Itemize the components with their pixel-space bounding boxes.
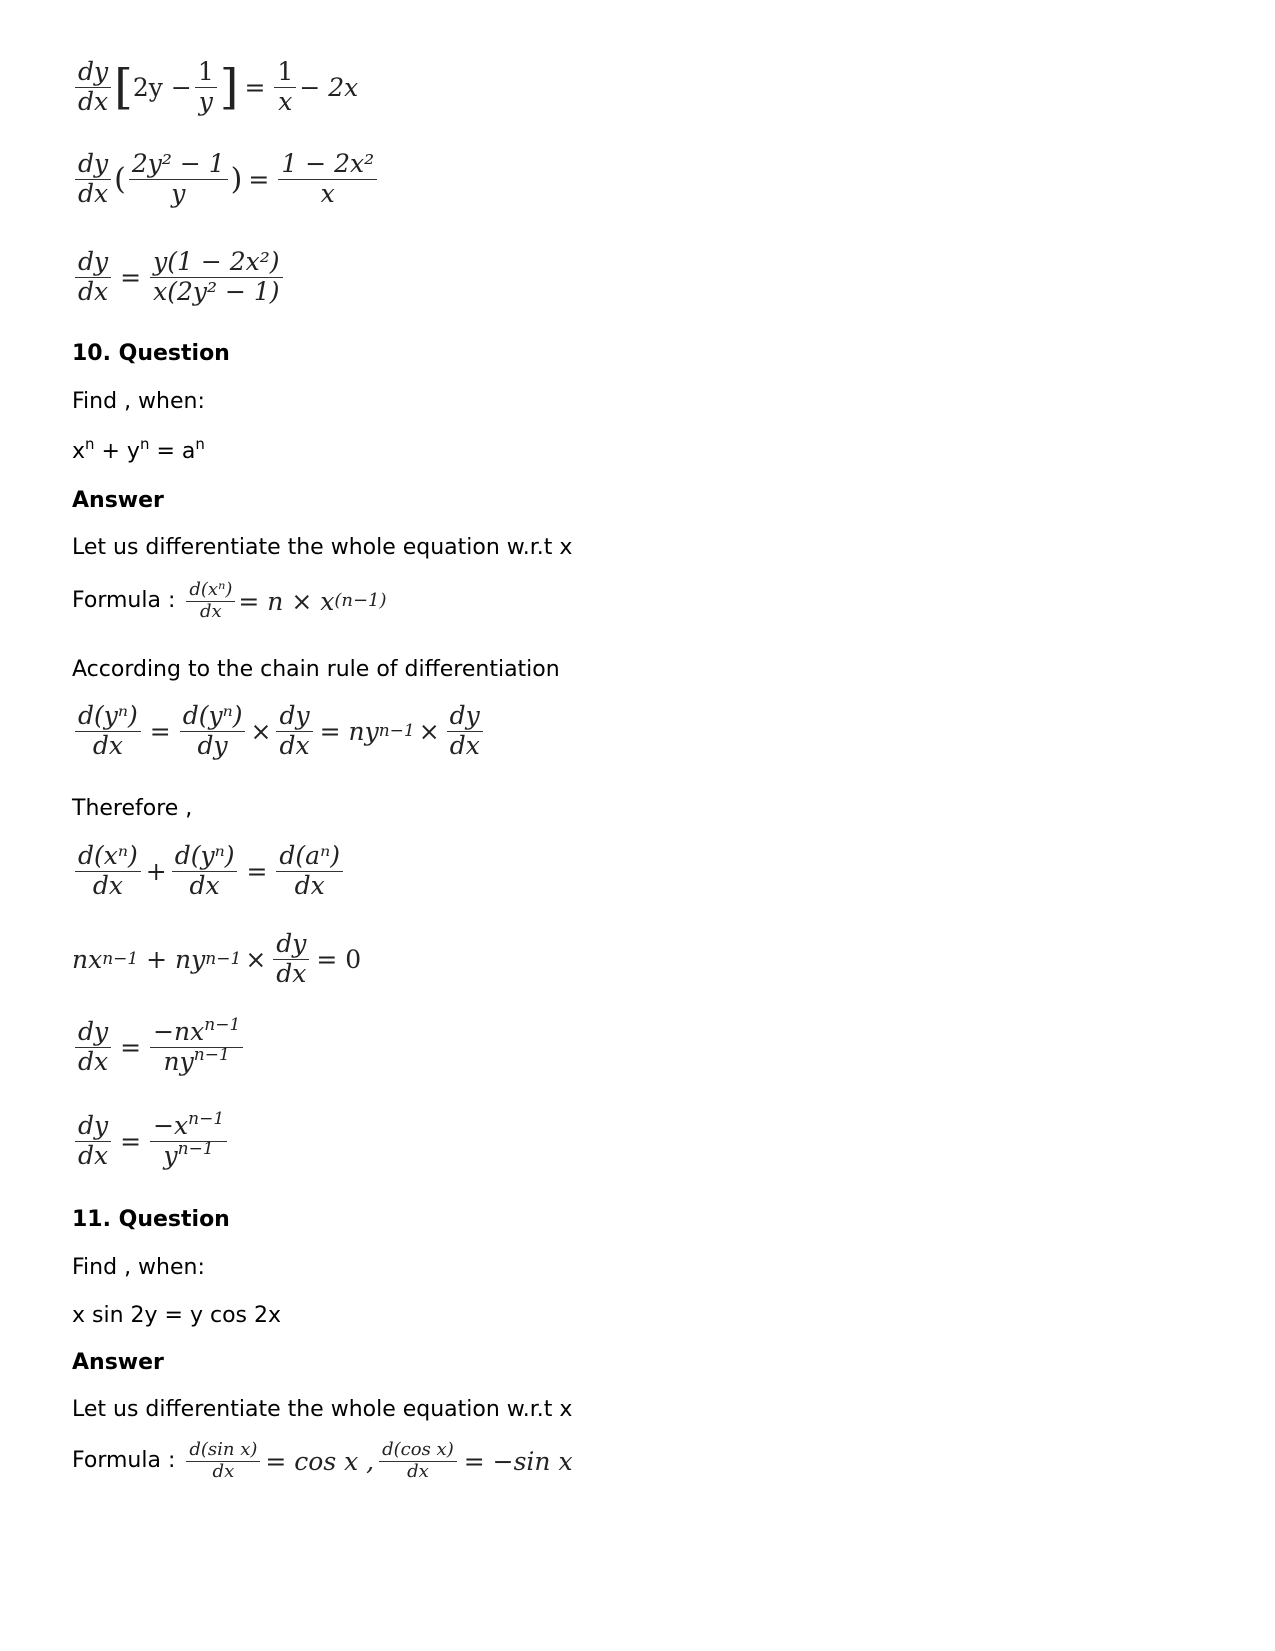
formula-11: Formula : $\frac{\text{d(sin x)}}{dx}$ = cos x , $\frac{\text{d(cos x)}}{dx}$ = −sin x <box>72 1439 573 1482</box>
formula-10: Formula : $\frac{\text{d(xⁿ)}}{dx}$ = n × x (n−1) <box>72 579 387 622</box>
sum-equation: d(xⁿ) dx + $\frac{\text{d(yⁿ)}}{dx}$ = $\frac{\text{d(aⁿ)}}{dx}$ <box>72 842 346 901</box>
step-equation-2: dy dx ( 2y² − 1 y ) = $\frac{\text{1 − 2x²}}{x}$ <box>72 150 380 209</box>
question-11-equation: x sin 2y = y cos 2x <box>72 1303 281 1328</box>
therefore-text: Therefore , <box>72 796 193 821</box>
chain-rule-equation: $\frac{\text{d(yⁿ)}}{dx}$ = $\frac{\text{d(yⁿ)}}{dy}$ × $\frac{dy}{dx}$ = ny n−1 × $\frac{dy}{dx}$ <box>72 702 486 761</box>
step-b-equation: $\frac{dy}{dx}$ = $-nx^{n-1}$ $ny^{n-1}$ <box>72 1018 246 1077</box>
step-a-equation: nx n−1 + ny n−1 × $\frac{dy}{dx}$ = 0 <box>72 929 362 988</box>
answer-heading-11: Answer <box>72 1350 164 1375</box>
chain-rule-text: According to the chain rule of differentiation <box>72 657 560 682</box>
step-c-equation: $\frac{dy}{dx}$ = $\frac{-x^{n-1}}{y^{n-1}}$ <box>72 1112 230 1171</box>
question-10-prompt: Find , when: <box>72 389 205 414</box>
question-10-equation: $x^n + y^n = a^n$ <box>72 435 205 464</box>
step-equation-1: dy dx [ 2y − $\frac{1}{y}$ ] = $\frac{1}{x}$ − 2x <box>72 58 358 117</box>
answer-heading-10: Answer <box>72 488 164 513</box>
step-equation-3: $\frac{dy}{dx}$ = $\frac{\text{y(1 − 2x²)}}{\text{x(2y² − 1)}}$ <box>72 248 286 307</box>
question-11-heading: 11. Question <box>72 1207 230 1232</box>
answer-10-line-1: Let us differentiate the whole equation w.r.t x <box>72 535 573 560</box>
question-11-prompt: Find , when: <box>72 1255 205 1280</box>
question-10-heading: 10. Question <box>72 341 230 366</box>
answer-11-line-1: Let us differentiate the whole equation w.r.t x <box>72 1397 573 1422</box>
